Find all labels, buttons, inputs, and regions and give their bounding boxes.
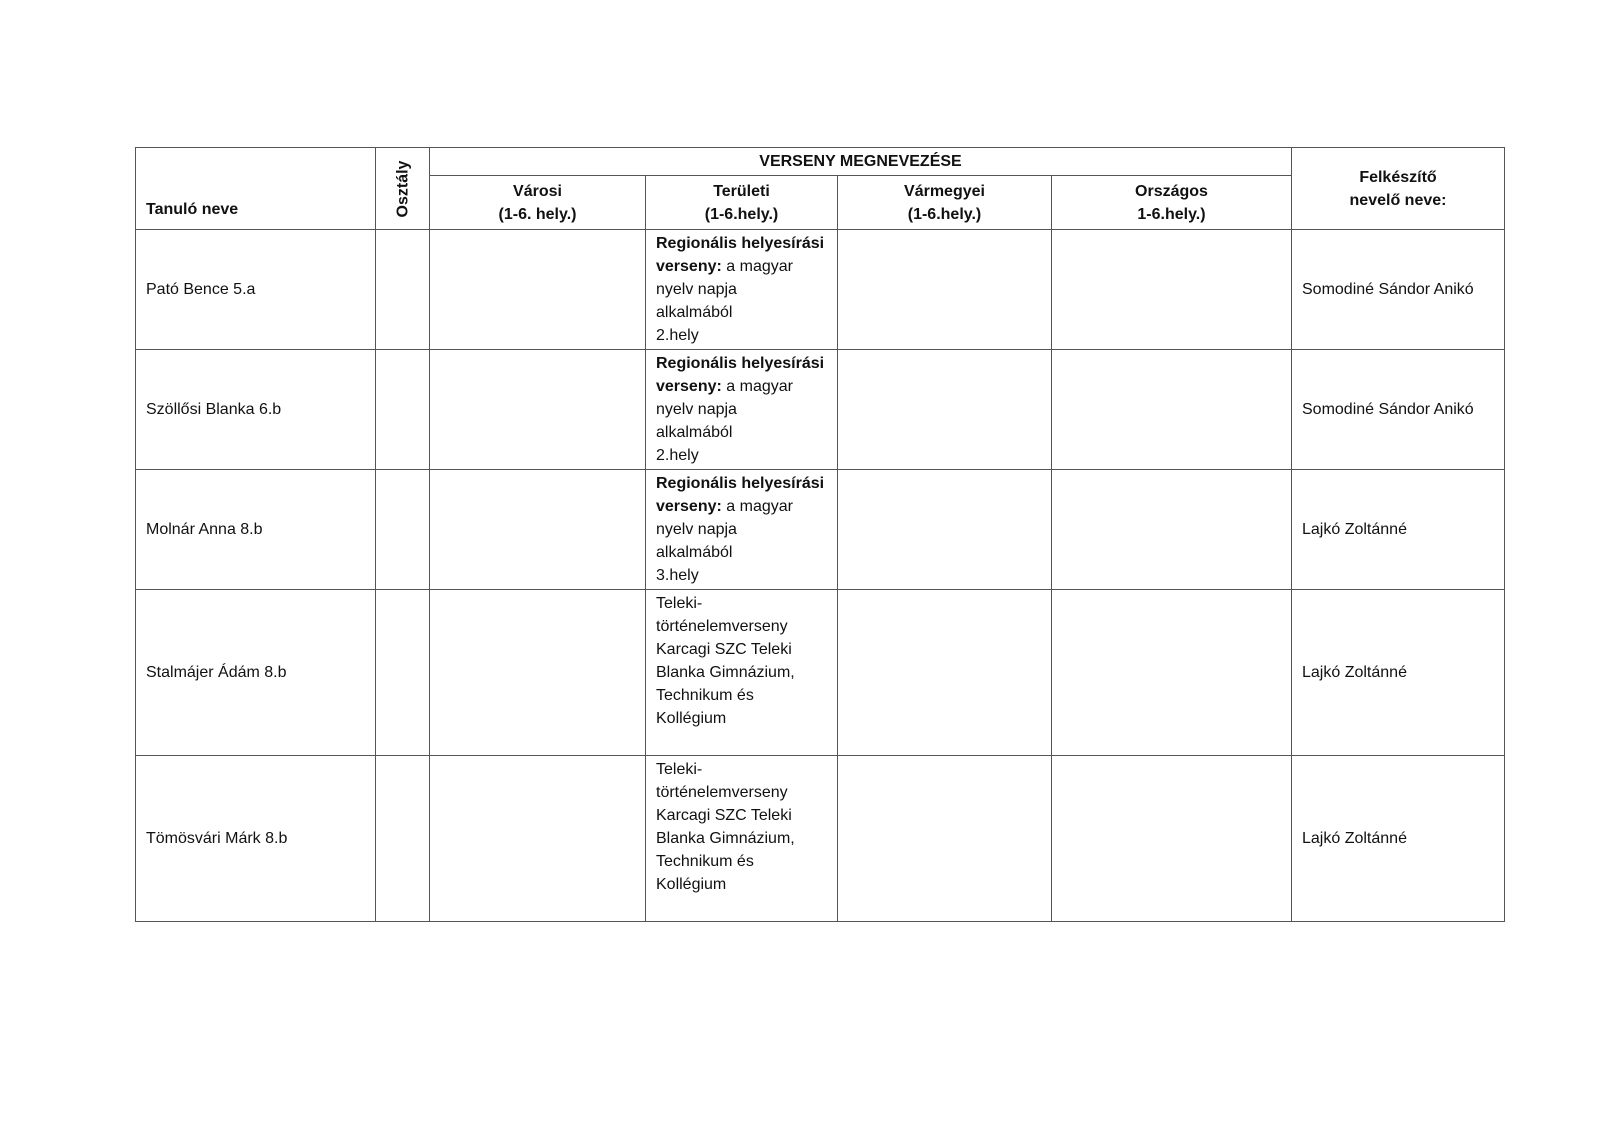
teruleti-cell	[646, 230, 838, 350]
varosi-cell	[430, 756, 646, 922]
event-text: a magyar	[721, 378, 793, 395]
event-text: a magyar	[721, 258, 793, 275]
table-row	[136, 756, 1505, 922]
event-text: nyelv napja	[656, 521, 737, 538]
event-text: alkalmából	[656, 424, 733, 441]
competition-results-table	[135, 147, 1505, 922]
class-cell	[376, 756, 430, 922]
orszagos-cell	[1052, 590, 1292, 756]
event-title-cont: verseny:	[656, 498, 722, 515]
event-text: Karcagi SZC Teleki	[656, 641, 792, 658]
teruleti-cell	[646, 756, 838, 922]
event-text: Blanka Gimnázium,	[656, 830, 795, 847]
header-level-orszagos-line1: Országos	[1135, 182, 1208, 200]
header-student-name: Tanuló neve	[136, 148, 376, 230]
table-row	[136, 470, 1505, 590]
varosi-cell	[430, 470, 646, 590]
event-text: Teleki-	[656, 595, 703, 612]
header-competition-group: VERSENY MEGNEVEZÉSE	[430, 148, 1292, 176]
header-teacher-line2: nevelő neve:	[1349, 191, 1447, 209]
varosi-cell	[430, 230, 646, 350]
header-teacher	[1292, 148, 1505, 230]
event-text: alkalmából	[656, 304, 733, 321]
student-name-cell: Molnár Anna 8.b	[136, 470, 376, 590]
varmegyei-cell	[838, 590, 1052, 756]
varosi-cell	[430, 350, 646, 470]
orszagos-cell	[1052, 470, 1292, 590]
event-title-cont: verseny:	[656, 258, 722, 275]
event-text: Technikum és	[656, 853, 754, 870]
header-level-varosi	[430, 176, 646, 230]
student-name-cell: Szöllősi Blanka 6.b	[136, 350, 376, 470]
header-level-varosi-line2: (1-6. hely.)	[498, 205, 577, 223]
event-text: a magyar	[721, 498, 793, 515]
table-row	[136, 350, 1505, 470]
event-title: Regionális helyesírási	[656, 355, 825, 372]
table-row	[136, 590, 1505, 756]
event-text: nyelv napja	[656, 401, 737, 418]
event-text: nyelv napja	[656, 281, 737, 298]
event-text: Technikum és	[656, 687, 754, 704]
event-line	[656, 375, 827, 398]
event-title: Regionális helyesírási	[656, 235, 825, 252]
orszagos-cell	[1052, 350, 1292, 470]
event-text: történelemverseny	[656, 784, 788, 801]
event-placement: 3.hely	[656, 567, 699, 584]
header-class	[376, 148, 430, 230]
header-level-teruleti-line1: Területi	[713, 182, 770, 200]
teacher-cell: Lajkó Zoltánné	[1292, 590, 1505, 756]
event-line	[656, 255, 827, 278]
class-cell	[376, 470, 430, 590]
event-placement: 2.hely	[656, 327, 699, 344]
header-level-varmegyei	[838, 176, 1052, 230]
teacher-cell: Somodiné Sándor Anikó	[1292, 350, 1505, 470]
orszagos-cell	[1052, 756, 1292, 922]
header-level-varmegyei-line2: (1-6.hely.)	[907, 205, 982, 223]
header-class-label: Osztály	[394, 160, 411, 217]
header-level-orszagos	[1052, 176, 1292, 230]
teruleti-cell	[646, 590, 838, 756]
header-teacher-line1: Felkészítő	[1359, 168, 1437, 186]
varosi-cell	[430, 590, 646, 756]
teacher-cell: Somodiné Sándor Anikó	[1292, 230, 1505, 350]
event-text: Karcagi SZC Teleki	[656, 807, 792, 824]
header-level-teruleti	[646, 176, 838, 230]
class-cell	[376, 230, 430, 350]
event-placement: 2.hely	[656, 447, 699, 464]
teruleti-cell	[646, 350, 838, 470]
student-name-cell: Stalmájer Ádám 8.b	[136, 590, 376, 756]
header-level-teruleti-line2: (1-6.hely.)	[704, 205, 779, 223]
event-text: történelemverseny	[656, 618, 788, 635]
varmegyei-cell	[838, 470, 1052, 590]
header-level-orszagos-line2: 1-6.hely.)	[1137, 205, 1206, 223]
event-line	[656, 495, 827, 518]
event-text: Kollégium	[656, 710, 727, 727]
event-text: Blanka Gimnázium,	[656, 664, 795, 681]
teruleti-cell	[646, 470, 838, 590]
student-name-cell: Tömösvári Márk 8.b	[136, 756, 376, 922]
event-text: Kollégium	[656, 876, 727, 893]
varmegyei-cell	[838, 230, 1052, 350]
orszagos-cell	[1052, 230, 1292, 350]
event-title: Regionális helyesírási	[656, 475, 825, 492]
varmegyei-cell	[838, 350, 1052, 470]
class-cell	[376, 350, 430, 470]
header-level-varosi-line1: Városi	[513, 182, 562, 200]
event-text: alkalmából	[656, 544, 733, 561]
header-level-varmegyei-line1: Vármegyei	[904, 182, 985, 200]
teacher-cell: Lajkó Zoltánné	[1292, 756, 1505, 922]
class-cell	[376, 590, 430, 756]
varmegyei-cell	[838, 756, 1052, 922]
teacher-cell: Lajkó Zoltánné	[1292, 470, 1505, 590]
event-text: Teleki-	[656, 761, 703, 778]
event-title-cont: verseny:	[656, 378, 722, 395]
table-row	[136, 230, 1505, 350]
student-name-cell: Pató Bence 5.a	[136, 230, 376, 350]
